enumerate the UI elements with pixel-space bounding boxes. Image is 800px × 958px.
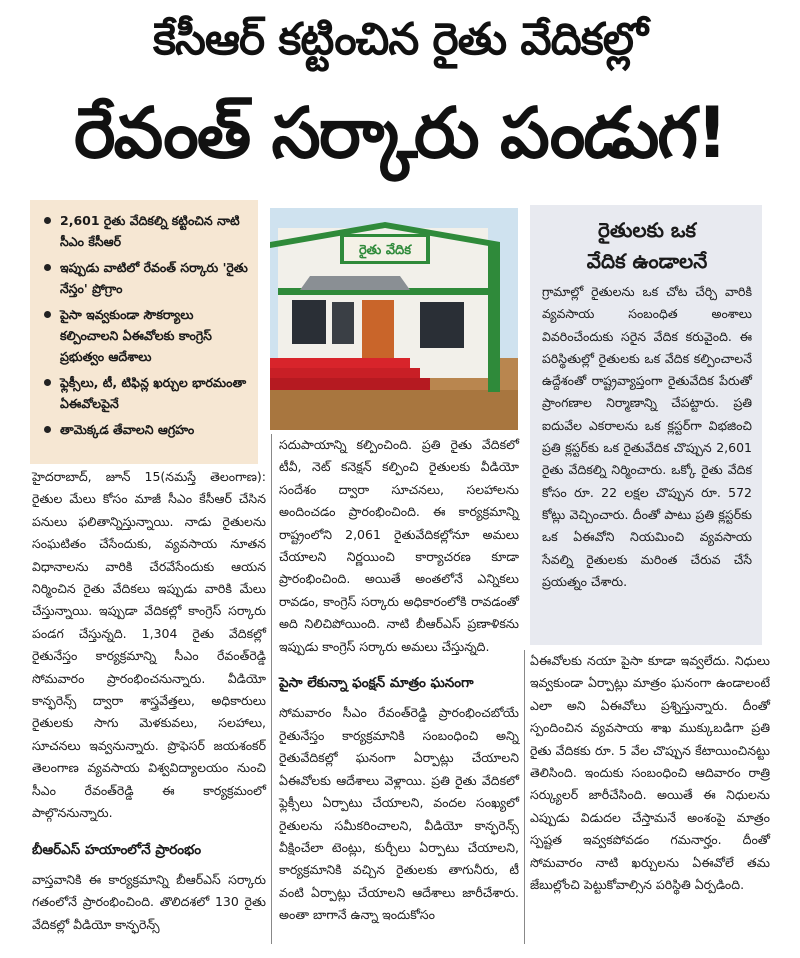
article-paragraph: సదుపాయాన్ని కల్పించింది. ప్రతి రైతు వేదికలో టీవీ, నెట్ కనెక్షన్ కల్పించి రైతులకు వీడియో సందేశం ద్వారా సూచనలు, సలహాలను అందించడం ప్రారంభించింది. ఈ కార్యక్రమాన్ని రాష్ట్రంలోని 2,061 రైతువేదికల్లోనూ అమలు చేయాలని నిర్ణయించి కార్యాచరణ కూడా ప్రారంభించింది. అయితే అంతలోనే ఎన్నికలు రావడం, కాంగ్రెస్ సర్కారు అధికారంలోకి రావడంతో అది నిలిచిపోయింది. నాటి బీఆర్ఎస్ ప్రణాళికను ఇప్పుడు కాంగ్రెస్ సర్కారు అమలు చేస్తున్నది.	[279, 437, 519, 654]
highlight-text: తామెక్కడ తేవాలని ఆగ్రహం	[60, 422, 195, 437]
sign-text: రైతు వేదిక	[358, 243, 412, 258]
subheading: పైసా లేకున్నా ఫంక్షన్ మాత్రం ఘనంగా	[279, 675, 474, 692]
rythu-vedika-photo	[270, 208, 518, 430]
article-column-3	[530, 650, 770, 896]
sidebar-title	[542, 215, 752, 277]
sidebar-title-line: వేదిక ఉండాలనే	[586, 249, 708, 273]
column-divider	[524, 650, 525, 944]
highlight-item	[38, 257, 250, 299]
headline-line-2: రేవంత్ సర్కారు పండుగ!	[73, 92, 727, 174]
article-column-2	[279, 434, 519, 927]
column-divider	[271, 434, 272, 944]
article-paragraph: ఏఈవోలకు నయా పైసా కూడా ఇవ్వలేదు. నిధులు ఇవ్వకుండా ఏర్పాట్లు మాత్రం ఘనంగా ఉండాలంటే ఎలా అని ఏఈవోలు ప్రశ్నిస్తున్నారు. దీంతో స్పందించిన వ్యవసాయ శాఖ ముక్కుబడిగా ప్రతి రైతు వేదికకు రూ. 5 వేల చొప్పున కేటాయించినట్టు తెలిసింది. ఇందుకు సంబంధించి ఆదివారం రాత్రి సర్క్యులర్ జారీచేసింది. అయితే ఈ నిధులను ఎప్పుడు విడుదల చేస్తామనే అంశంపై మాత్రం స్పష్టత ఇవ్వకపోవడం గమనార్హం. దీంతో సోమవారం నాటి ఖర్చులను ఏఈవోలే తమ జేబుల్లోంచి పెట్టుకోవాల్సిన పరిస్థితి ఏర్పడింది.	[530, 653, 770, 893]
highlight-text: ఫ్లెక్సీలు, టీ, టిఫిన్ల ఖర్చుల భారమంతా ఏఈవోలపైనే	[60, 375, 247, 411]
highlight-text: ఇప్పుడు వాటిలో రేవంత్ సర్కారు 'రైతు నేస్తం' ప్రోగ్రాం	[60, 260, 248, 296]
bullet-icon	[44, 379, 51, 386]
article-paragraph: సోమవారం సీఎం రేవంత్‌రెడ్డి ప్రారంభించబోయే రైతునేస్తం కార్యక్రమానికి సంబంధించి అన్ని రైతువేదికల్లో ఘనంగా ఏర్పాట్లు చేయాలని ఏఈవోలకు ఆదేశాలు వెళ్లాయి. ప్రతి రైతు వేదికలో ఫ్లెక్సీలు ఏర్పాటు చేయాలని, వందల సంఖ్యలో రైతులను సమీకరించాలని, వీడియో కాన్ఫరెన్స్ వీక్షించేలా టెంట్లు, కుర్చీలు ఏర్పాటు చేయాలని, కార్యక్రమానికి వచ్చిన రైతులకు తాగునీరు, టీ వంటి ఏర్పాట్లు చేయాలని ఆదేశాలు జారీచేశారు. అంతా బాగానే ఉన్నా ఇందుకోసం	[279, 705, 519, 923]
sidebar-text: గ్రామాల్లో రైతులను ఒక చోట చేర్చి వారికి వ్యవసాయ సంబంధిత అంశాలు వివరించేందుకు సరైన వేదిక కరువైంది. ఈ పరిస్థితుల్లో రైతులకు ఒక వేదిక కల్పించాలనే ఉద్దేశంతో రాష్ట్రవ్యాప్తంగా రైతువేదిక పేరుతో ప్రాంగణాల నిర్మాణాన్ని చేపట్టారు. ప్రతి ఐదువేల ఎకరాలను ఒక క్లస్టర్‌గా విభజించి ప్రతి క్లస్టర్‌కు ఒక రైతువేదిక చొప్పున 2,601 రైతు వేదికల్ని నిర్మించారు. ఒక్కో రైతు వేదిక కోసం రూ. 22 లక్షల చొప్పున రూ. 572 కోట్లు వెచ్చించారు. దీంతో పాటు ప్రతి క్లస్టర్‌కు ఒక ఏఈవోని నియమించి వ్యవసాయ సేవల్ని రైతులకు మరింత చేరువ చేసే ప్రయత్నం చేశారు.	[542, 284, 752, 589]
highlight-item	[38, 419, 250, 440]
bullet-icon	[44, 311, 51, 318]
sidebar-title-line: రైతులకు ఒక	[598, 218, 696, 242]
highlight-text: 2,601 రైతు వేదికల్ని కట్టించిన నాటి సీఎం కేసీఆర్	[60, 213, 240, 249]
article-paragraph: హైదరాబాద్, జూన్ 15(నమస్తే తెలంగాణ): రైతుల మేలు కోసం మాజీ సీఎం కేసీఆర్ చేసిన పనులు ఫలితాన్నిస్తున్నాయి. నాడు రైతులను సంఘటితం చేసేందుకు, వ్యవసాయ నూతన విధానాలను వారికి చేరవేసేందుకు ఆయన నిర్మించిన రైతు వేదికలు ఇప్పుడు వారికి మేలు చేస్తున్నాయి. ఇప్పుడా వేదికల్లో కాంగ్రెస్ సర్కారు పండగ చేస్తున్నది. 1,304 రైతు వేదికల్లో రైతునేస్తం కార్యక్రమాన్ని సీఎం రేవంత్‌రెడ్డి సోమవారం ప్రారంభించనున్నారు. వీడియో కాన్ఫరెన్స్ ద్వారా శాస్త్రవేత్తలు, అధికారులు రైతులకు సాగు మెళకువలు, సలహాలు, సూచనలు ఇవ్వనున్నారు. ప్రొఫెసర్ జయశంకర్ తెలంగాణ వ్యవసాయ విశ్వవిద్యాలయం నుంచి సీఎం రేవంత్‌రెడ్డి ఈ కార్యక్రమంలో పాల్గొననున్నారు.	[32, 469, 266, 821]
subheading: బీఆర్ఎస్ హయాంలోనే ప్రారంభం	[32, 841, 202, 858]
sidebar-box	[530, 205, 762, 645]
headline-line-1: కేసీఆర్ కట్టించిన రైతు వేదికల్లో	[153, 14, 647, 65]
highlight-item	[38, 210, 250, 252]
article-paragraph: వాస్తవానికి ఈ కార్యక్రమాన్ని బీఆర్ఎస్ సర్కారు గతంలోనే ప్రారంభించింది. తొలిదశలో 130 రైతు వేదికల్లో వీడియో కాన్ఫరెన్స్	[32, 871, 266, 932]
highlight-item	[38, 372, 250, 414]
bullet-icon	[44, 426, 51, 433]
building-illustration	[270, 208, 518, 430]
highlights-list	[38, 210, 250, 440]
article-column-1	[32, 466, 266, 936]
bullet-icon	[44, 264, 51, 271]
bullet-icon	[44, 217, 51, 224]
highlights-box	[30, 200, 258, 464]
highlight-item	[38, 304, 250, 367]
highlight-text: పైసా ఇవ్వకుండా సౌకర్యాలు కల్పించాలని ఏఈవోలకు కాంగ్రెస్ ప్రభుత్వం ఆదేశాలు	[60, 307, 212, 364]
